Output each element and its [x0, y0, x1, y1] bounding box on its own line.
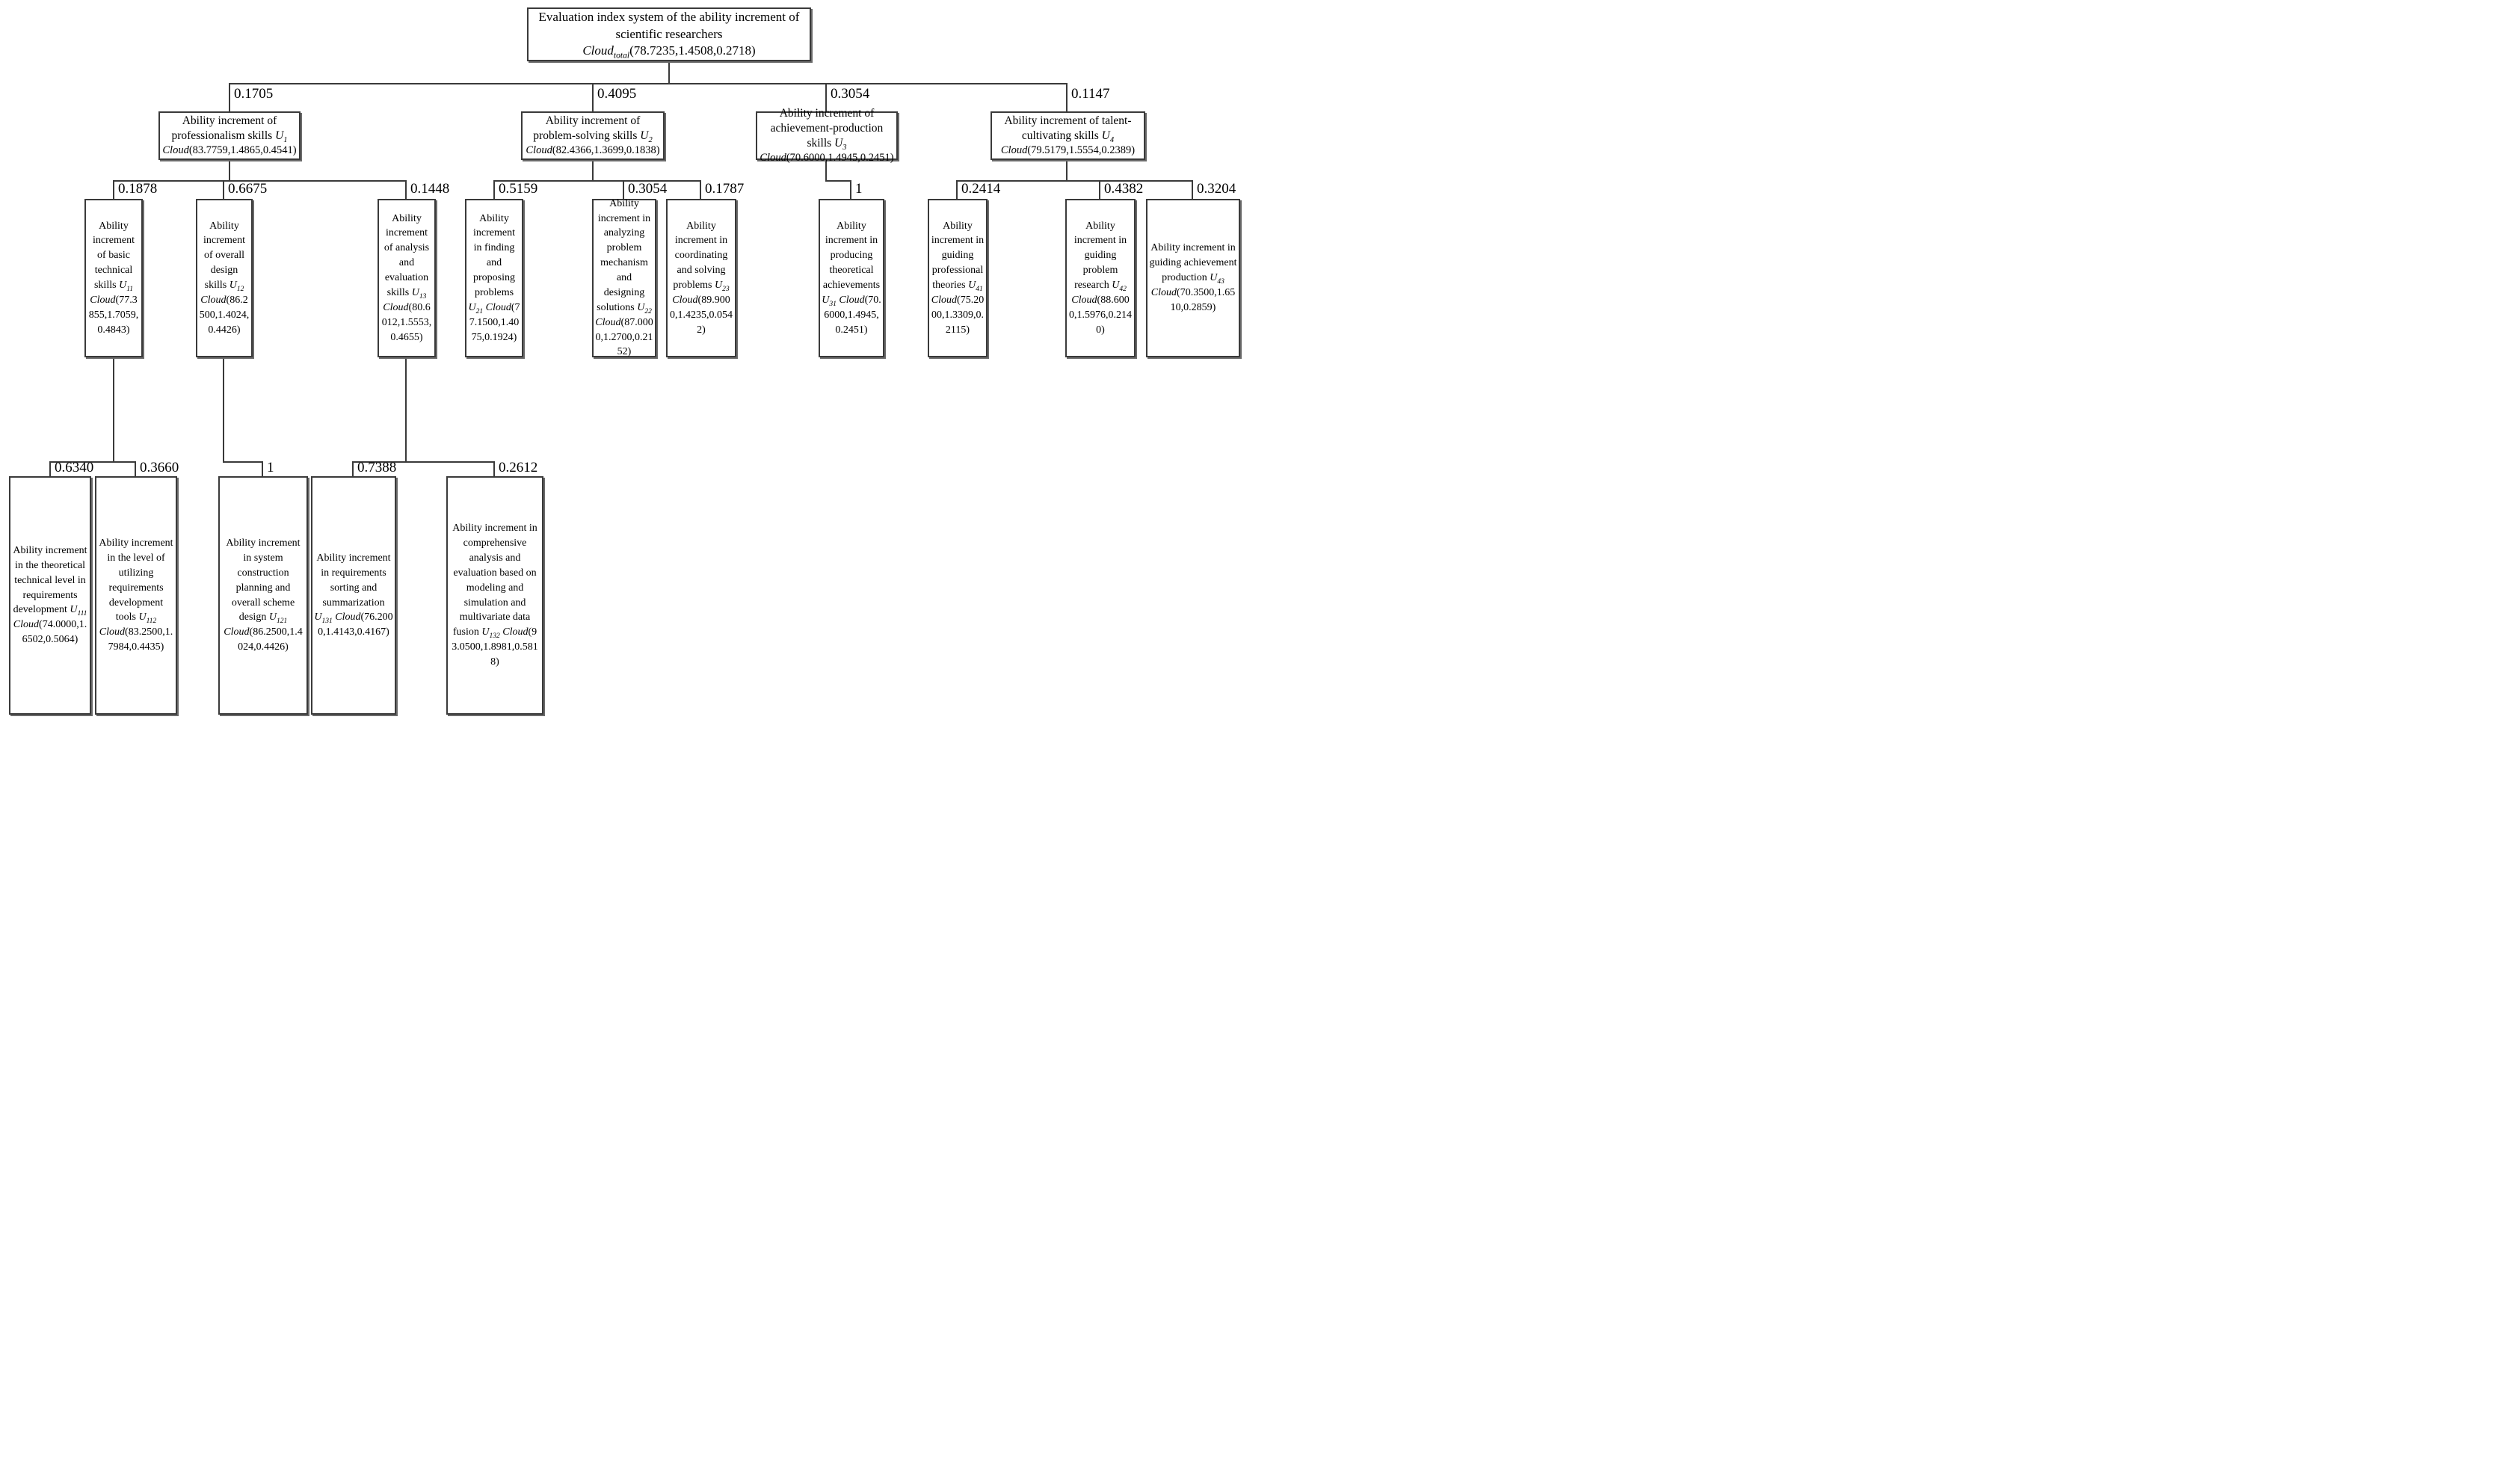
weight-u13: 0.1448 [410, 181, 450, 197]
u-symbol: $U_2$ [640, 129, 653, 145]
cloud-values: (80.6012,1.5553,0.4655) [381, 301, 432, 343]
node-total-label [530, 9, 808, 59]
u-symbol: $U_{131}$ [314, 612, 333, 626]
u-symbol: $U_{13}$ [411, 286, 427, 301]
node-u43-label [1149, 241, 1237, 315]
node-u22-text: Ability increment in analyzing problem mechanism and designing solutions [597, 197, 651, 313]
connector-u1-in [229, 83, 230, 111]
node-u1-text: Ability increment of professionalism skills [171, 114, 277, 143]
u-symbol: $U_{43}$ [1210, 272, 1224, 286]
connector-u131-in [352, 461, 354, 476]
node-u111-label [12, 543, 88, 647]
cloud-symbol: Cloud [1071, 294, 1097, 306]
node-u4-cloud-line [993, 144, 1142, 158]
cloud-symbol: Cloud$_{total}$ [582, 43, 630, 61]
cloud-symbol: Cloud [485, 301, 511, 313]
connector-u12-in [223, 180, 224, 199]
connector-u11-in [113, 180, 114, 199]
cloud-symbol: Cloud [1000, 144, 1028, 157]
node-u12-label [199, 219, 250, 338]
weight-u121: 1 [267, 460, 274, 475]
connector-u31-in [850, 180, 851, 199]
weight-u21: 0.5159 [499, 181, 538, 197]
cloud-values: (86.2500,1.4024,0.4426) [238, 626, 303, 653]
weight-u1: 0.1705 [234, 86, 274, 102]
connector-u2-in [592, 83, 594, 111]
node-u13-text: Ability increment of analysis and evaluation skills [383, 212, 430, 298]
node-u31-label [822, 219, 881, 338]
weight-u42: 0.4382 [1104, 181, 1144, 197]
cloud-values: (89.9000,1.4235,0.0542) [670, 294, 733, 336]
u-symbol: $U_{23}$ [714, 280, 730, 293]
node-u22-label [595, 197, 653, 360]
node-u42-text: Ability increment in guiding problem research [1073, 220, 1127, 291]
node-u3-label [759, 106, 895, 165]
node-u42 [1065, 199, 1136, 357]
connector-u41-in [956, 180, 958, 199]
u-symbol: $U_{21}$ [468, 301, 484, 315]
node-u2-text: Ability increment of problem-solving skills [533, 114, 641, 143]
node-u12-text: Ability increment of overall design skills [203, 220, 245, 291]
cloud-values: (79.5179,1.5554,0.2389) [1027, 144, 1136, 157]
node-u131 [311, 476, 396, 715]
connector-u121-in [262, 461, 263, 476]
connector-u12-out [223, 357, 224, 461]
connector-u111-in [49, 461, 51, 476]
node-u132-text: Ability increment in comprehensive analysis and evaluation based on modeling and simulation and multivariate data fusion [452, 523, 537, 638]
node-u4-label [993, 114, 1142, 158]
node-u43-text: Ability increment in guiding achievement production [1149, 242, 1237, 284]
cloud-values: (88.6000,1.5976,0.2140) [1069, 294, 1132, 336]
cloud-values: (83.7759,1.4865,0.4541) [188, 144, 297, 157]
node-u22 [592, 199, 656, 357]
cloud-symbol: Cloud [595, 316, 621, 328]
weight-u31: 1 [855, 181, 863, 197]
connector-u2-out [592, 160, 594, 180]
node-u1-label [161, 114, 298, 158]
u-symbol: $U_{42}$ [1112, 280, 1127, 293]
node-u2-label [524, 114, 662, 158]
weight-u2: 0.4095 [597, 86, 637, 102]
node-total [527, 7, 811, 61]
cloud-symbol: Cloud [383, 301, 409, 313]
node-u31-text: Ability increment in producing theoretical achievements [822, 220, 881, 291]
connector-u43-in [1192, 180, 1193, 199]
cloud-symbol: Cloud [839, 294, 865, 306]
node-u2 [521, 111, 665, 160]
node-u121 [218, 476, 308, 715]
weight-u132: 0.2612 [499, 460, 538, 475]
cloud-symbol: Cloud [1150, 286, 1177, 298]
cloud-values: (70.6000,1.4945,0.2451) [824, 294, 881, 336]
node-u131-label [314, 551, 393, 640]
connector-u132-in [493, 461, 495, 476]
u-symbol: $U_{112}$ [138, 612, 157, 626]
cloud-symbol: Cloud [526, 144, 552, 157]
weight-u12: 0.6675 [228, 181, 268, 197]
connector-u4-out [1066, 160, 1068, 180]
weight-u41: 0.2414 [961, 181, 1001, 197]
node-u11-text: Ability increment of basic technical skills [93, 220, 135, 291]
cloud-symbol: Cloud [931, 294, 958, 306]
cloud-values: (77.1500,1.4075,0.1924) [469, 301, 520, 343]
u-symbol: $U_{31}$ [822, 294, 837, 308]
node-u21 [465, 199, 523, 357]
node-u2-cloud-line [524, 144, 662, 158]
node-u112-label [98, 536, 174, 655]
node-u21-text: Ability increment in finding and proposing problems [473, 212, 515, 298]
node-u11-label [87, 219, 140, 338]
u-symbol: $U_{12}$ [229, 280, 244, 293]
cloud-symbol: Cloud [162, 144, 189, 157]
node-u42-label [1068, 219, 1133, 338]
connector-trunk-level2 [229, 83, 1068, 84]
cloud-symbol: Cloud [200, 294, 227, 306]
u-symbol: $U_3$ [834, 137, 847, 153]
cloud-values: (75.2000,1.3309,0.2115) [931, 294, 985, 336]
connector-u13-in [405, 180, 407, 199]
node-u121-text: Ability increment in system construction planning and overall scheme design [226, 538, 301, 623]
cloud-values: (86.2500,1.4024,0.4426) [199, 294, 250, 336]
node-total-text: Evaluation index system of the ability increment of scientific researchers [538, 10, 800, 41]
cloud-symbol: Cloud [502, 626, 529, 638]
cloud-values: (82.4366,1.3699,0.1838) [552, 144, 660, 157]
connector-u1-out [229, 160, 230, 180]
cloud-symbol: Cloud [672, 294, 698, 306]
weight-u4: 0.1147 [1071, 86, 1110, 102]
cloud-values: (70.3500,1.6510,0.2859) [1170, 286, 1236, 313]
node-u3 [756, 106, 898, 164]
node-u11 [84, 199, 143, 357]
node-u21-label [468, 212, 520, 345]
node-u23-label [669, 219, 733, 338]
node-u12 [196, 199, 253, 357]
u-symbol: $U_{111}$ [70, 604, 87, 618]
weight-u3: 0.3054 [831, 86, 870, 102]
weight-u11: 0.1878 [118, 181, 158, 197]
u-symbol: $U_1$ [275, 129, 288, 145]
connector-trunk-u3-children [825, 180, 851, 182]
node-u13-label [381, 212, 433, 345]
u-symbol: $U_{11}$ [119, 280, 133, 293]
node-u3-cloud-line [759, 151, 895, 165]
u-symbol: $U_{132}$ [481, 626, 500, 641]
weight-u131: 0.7388 [357, 460, 397, 475]
cloud-values: (70.6000,1.4945,0.2451) [786, 152, 894, 164]
cloud-symbol: Cloud [760, 152, 786, 164]
cloud-symbol: Cloud [335, 612, 361, 623]
weight-u22: 0.3054 [628, 181, 668, 197]
u-symbol: $U_4$ [1101, 129, 1115, 145]
u-symbol: $U_{41}$ [968, 280, 983, 293]
cloud-values: (87.0000,1.2700,0.2152) [595, 316, 653, 358]
node-u4 [991, 111, 1145, 160]
connector-u42-in [1099, 180, 1100, 199]
node-u1 [158, 111, 301, 160]
connector-u11-out [113, 357, 114, 461]
node-u121-label [221, 536, 305, 655]
node-u31 [819, 199, 884, 357]
node-u1-cloud-line [161, 144, 298, 158]
node-u41 [928, 199, 988, 357]
node-u111-text: Ability increment in the theoretical technical level in requirements development [13, 544, 87, 616]
node-u23 [666, 199, 736, 357]
u-symbol: $U_{22}$ [637, 301, 652, 315]
u-symbol: $U_{121}$ [268, 612, 288, 626]
cloud-values: (76.2000,1.4143,0.4167) [318, 612, 393, 638]
connector-u13-out [405, 357, 407, 461]
cloud-symbol: Cloud [224, 626, 250, 638]
node-u3-text: Ability increment of achievement-production skills [770, 106, 884, 150]
node-u132-label [449, 521, 540, 670]
node-u132 [446, 476, 543, 715]
cloud-symbol: Cloud [13, 619, 40, 631]
weight-u111: 0.6340 [55, 460, 94, 475]
connector-u23-in [700, 180, 701, 199]
node-u41-text: Ability increment in guiding professional theories [931, 220, 985, 291]
connector-trunk-u12-children [223, 461, 263, 463]
cloud-symbol: Cloud [99, 626, 126, 638]
node-u41-label [931, 219, 985, 338]
cloud-values: (74.0000,1.6502,0.5064) [22, 619, 87, 646]
connector-u4-in [1066, 83, 1068, 111]
cloud-values: (78.7235,1.4508,0.2718) [629, 43, 756, 58]
node-u23-text: Ability increment in coordinating and solving problems [673, 220, 728, 291]
weight-u23: 0.1787 [705, 181, 745, 197]
node-u112-text: Ability increment in the level of utilizing requirements development tools [99, 538, 173, 623]
node-u111 [9, 476, 91, 715]
weight-u112: 0.3660 [140, 460, 179, 475]
weight-u43: 0.3204 [1197, 181, 1236, 197]
connector-u112-in [135, 461, 136, 476]
node-u112 [95, 476, 177, 715]
node-u13 [378, 199, 436, 357]
cloud-values: (83.2500,1.7984,0.4435) [108, 626, 173, 653]
connector-u21-in [493, 180, 495, 199]
node-u131-text: Ability increment in requirements sorting and summarization [316, 552, 391, 609]
node-u4-text: Ability increment of talent-cultivating skills [1004, 114, 1132, 143]
evaluation-index-tree-diagram [0, 0, 1260, 733]
cloud-values: (77.3855,1.7059,0.4843) [88, 294, 139, 336]
connector-root-drop [668, 61, 670, 83]
node-total-cloud-line [530, 43, 808, 59]
node-u43 [1146, 199, 1240, 357]
cloud-values: (93.0500,1.8981,0.5818) [452, 626, 538, 668]
cloud-symbol: Cloud [90, 294, 116, 306]
